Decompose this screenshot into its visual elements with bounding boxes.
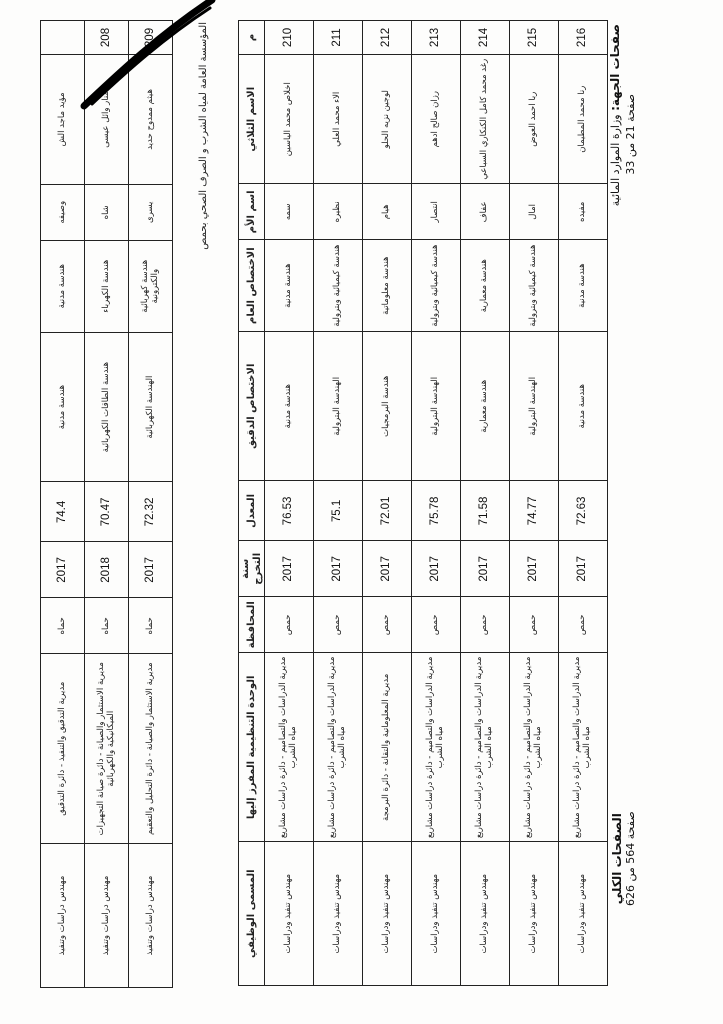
cell-spec-exact: هندسة مدنية bbox=[265, 332, 314, 481]
cell-spec-general: هندسة مدنية bbox=[265, 240, 314, 332]
cell-num: 214 bbox=[461, 21, 510, 55]
cell-spec-exact: الهندسة الكهربائية bbox=[129, 332, 173, 482]
cell-avg: 70.47 bbox=[85, 482, 129, 542]
cell-name: ربا احمد العوض bbox=[510, 54, 559, 183]
cell-title: مهندس تنفيذ ودراسات bbox=[412, 842, 461, 986]
cell-spec-exact: هندسة البرمجيات bbox=[363, 332, 412, 481]
cell-spec-exact: هندسة الطاقات الكهربائية bbox=[85, 332, 129, 482]
table-row bbox=[129, 21, 173, 988]
cell-unit: مديرية الدراسات والتصاميم - دائرة دراسات مشاريع مياه الشرب bbox=[314, 653, 363, 842]
table-row bbox=[412, 21, 461, 986]
cell-name: رزان صالح ادهم bbox=[412, 54, 461, 183]
cell-spec-exact: الهندسة البترولية bbox=[412, 332, 461, 481]
header-name: الاسم الثلاثي bbox=[239, 54, 265, 183]
cell-father: شاه bbox=[85, 184, 129, 240]
cell-gov: حمص bbox=[510, 597, 559, 653]
cell-avg: 72.01 bbox=[363, 481, 412, 541]
header-avg: المعدل bbox=[239, 481, 265, 541]
cell-unit: مديرية الاستثمار والصيانة - دائرة صيانة التجهيزات الميكانيكية والكهربائية bbox=[85, 654, 129, 844]
cell-spec-general: هندسة معمارية bbox=[461, 240, 510, 332]
cell-year: 2017 bbox=[41, 542, 85, 598]
cell-unit: مديرية الدراسات والتصاميم - دائرة دراسات مشاريع مياه الشرب bbox=[510, 653, 559, 842]
total-page-count: صفحة 564 من 626 bbox=[624, 811, 637, 906]
cell-num: 208 bbox=[85, 21, 129, 55]
pen-strike-mark bbox=[78, 0, 218, 114]
cell-unit: مديرية الدراسات والتصاميم - دائرة دراسات مشاريع مياه الشرب bbox=[559, 653, 608, 842]
cell-title: مهندس تنفيذ ودراسات bbox=[363, 842, 412, 986]
header-unit: الوحدة التنظيمية المفرز إليها bbox=[239, 653, 265, 842]
header-num: م bbox=[239, 21, 265, 55]
cell-avg: 76.53 bbox=[265, 481, 314, 541]
cell-title: مهندس تنفيذ ودراسات bbox=[559, 842, 608, 986]
continuation-table bbox=[40, 20, 173, 988]
cell-avg: 71.58 bbox=[461, 481, 510, 541]
total-pages-label: الصفحات الكلي bbox=[610, 813, 624, 905]
table-row bbox=[510, 21, 559, 986]
cell-gov: حمص bbox=[363, 597, 412, 653]
header-spec-exact: الاختصاص الدقيق bbox=[239, 332, 265, 481]
header-spec-general: الاختصاص العام bbox=[239, 240, 265, 332]
cell-mother: امال bbox=[510, 184, 559, 240]
cell-mother: انتصار bbox=[412, 184, 461, 240]
cell-spec-exact: هندسة مدنية bbox=[559, 332, 608, 481]
cell-spec-general: هندسة كيميائية وبترولية bbox=[314, 240, 363, 332]
cell-spec-general: هندسة مدنية bbox=[559, 240, 608, 332]
cell-mother: سمه bbox=[265, 184, 314, 240]
cell-gov: حمص bbox=[412, 597, 461, 653]
cell-title: مهندس تنفيذ ودراسات bbox=[314, 842, 363, 986]
table-row bbox=[559, 21, 608, 986]
cell-title: مهندس تنفيذ ودراسات bbox=[461, 842, 510, 986]
cell-name: منار وائل عيسى bbox=[85, 54, 129, 184]
cell-spec-exact: الهندسة البترولية bbox=[314, 332, 363, 481]
cell-mother: هيام bbox=[363, 184, 412, 240]
cell-title: مهندس تنفيذ ودراسات bbox=[510, 842, 559, 986]
header-title: المسمى الوظيفي bbox=[239, 842, 265, 986]
cell-unit: مديرية الدراسات والتصاميم - دائرة دراسات مشاريع مياه الشرب bbox=[461, 653, 510, 842]
cell-year: 2017 bbox=[510, 541, 559, 597]
table-row bbox=[461, 21, 510, 986]
cell-mother: عفاف bbox=[461, 184, 510, 240]
cell-num: 209 bbox=[129, 21, 173, 55]
cell-num: 211 bbox=[314, 21, 363, 55]
cell-spec-exact: هندسة معمارية bbox=[461, 332, 510, 481]
total-pages-block bbox=[610, 811, 637, 906]
cell-title: مهندس دراسات وتنفيذ bbox=[41, 844, 85, 988]
table-row bbox=[363, 21, 412, 986]
ministry-name: وزارة الموارد المائية bbox=[609, 114, 622, 207]
cell-year: 2017 bbox=[265, 541, 314, 597]
cell-spec-general: هندسة معلوماتية bbox=[363, 240, 412, 332]
cell-avg: 74.77 bbox=[510, 481, 559, 541]
cell-num: 210 bbox=[265, 21, 314, 55]
cell-gov: حماه bbox=[129, 598, 173, 654]
cell-gov: حمص bbox=[314, 597, 363, 653]
cell-title: مهندس دراسات وتنفيذ bbox=[85, 844, 129, 988]
cell-num: 216 bbox=[559, 21, 608, 55]
cell-avg: 72.63 bbox=[559, 481, 608, 541]
cell-unit: مديرية المعلوماتية والتقانة - دائرة البرمجة bbox=[363, 653, 412, 842]
cell-avg: 75.1 bbox=[314, 481, 363, 541]
cell-avg: 74.4 bbox=[41, 482, 85, 542]
cell-mother: نظيره bbox=[314, 184, 363, 240]
cell-father: يسرى bbox=[129, 184, 173, 240]
cell-spec-general: هندسة كهربائية والكترونية bbox=[129, 240, 173, 332]
cell-year: 2017 bbox=[314, 541, 363, 597]
table-row bbox=[314, 21, 363, 986]
cell-name: الاء محمد العلي bbox=[314, 54, 363, 183]
table-row bbox=[85, 21, 129, 988]
header-year: سنة التخرج bbox=[239, 541, 265, 597]
cell-name: رنا محمد المطيمان bbox=[559, 54, 608, 183]
cell-gov: حمص bbox=[559, 597, 608, 653]
table-row bbox=[41, 21, 85, 988]
cell-unit: مديرية الدراسات والتصاميم - دائرة دراسات مشاريع مياه الشرب bbox=[265, 653, 314, 842]
cell-num: 215 bbox=[510, 21, 559, 55]
results-table bbox=[238, 20, 608, 986]
cell-name: اخلاص محمد الياسين bbox=[265, 54, 314, 183]
cell-spec-exact: هندسة مدنية bbox=[41, 332, 85, 482]
cell-father: وصيفه bbox=[41, 184, 85, 240]
header-mother: اسم الأم bbox=[239, 184, 265, 240]
cell-gov: حمص bbox=[461, 597, 510, 653]
cell-gov: حماه bbox=[85, 598, 129, 654]
cell-spec-general: هندسة كيميائية وبترولية bbox=[412, 240, 461, 332]
cell-num: 212 bbox=[363, 21, 412, 55]
cell-year: 2017 bbox=[363, 541, 412, 597]
agency-title: المؤسسة العامة لمياه الشرب و الصرف الصحي بحمص bbox=[198, 22, 209, 250]
table-row bbox=[265, 21, 314, 986]
cell-year: 2017 bbox=[559, 541, 608, 597]
cell-gov: حمص bbox=[265, 597, 314, 653]
cell-unit: مديرية الدراسات والتصاميم - دائرة دراسات مشاريع مياه الشرب bbox=[412, 653, 461, 842]
cell-spec-exact: الهندسة البترولية bbox=[510, 332, 559, 481]
cell-avg: 75.78 bbox=[412, 481, 461, 541]
header-gov: المحافظة bbox=[239, 597, 265, 653]
cell-year: 2017 bbox=[461, 541, 510, 597]
cell-spec-general: هندسة مدنية bbox=[41, 240, 85, 332]
ministry-pages-label: صفحات الجهة: bbox=[608, 24, 622, 111]
cell-gov: حماه bbox=[41, 598, 85, 654]
cell-name: هيثم ممدوح حديد bbox=[129, 54, 173, 184]
ministry-pages-block bbox=[608, 24, 637, 206]
cell-unit: مديرية الاستثمار والصيانة - دائرة التحليل والتعقيم bbox=[129, 654, 173, 844]
cell-mother: مفيده bbox=[559, 184, 608, 240]
cell-num: 213 bbox=[412, 21, 461, 55]
cell-avg: 72.32 bbox=[129, 482, 173, 542]
ministry-page-count: صفحة 21 من 33 bbox=[624, 94, 637, 175]
cell-year: 2017 bbox=[129, 542, 173, 598]
cell-name: مؤيد ماجد الش bbox=[41, 54, 85, 184]
cell-year: 2018 bbox=[85, 542, 129, 598]
cell-name: رغد محمد كامل الكنكاري السباعي bbox=[461, 54, 510, 183]
table-header-row bbox=[239, 21, 265, 986]
cell-title: مهندس تنفيذ ودراسات bbox=[265, 842, 314, 986]
cell-spec-general: هندسة كيميائية وبترولية bbox=[510, 240, 559, 332]
cell-unit: مديرية التدقيق والتنفيذ - دائرة التدقيق bbox=[41, 654, 85, 844]
cell-year: 2017 bbox=[412, 541, 461, 597]
cell-name: لوجين نزيه الحلو bbox=[363, 54, 412, 183]
cell-title: مهندس دراسات وتنفيذ bbox=[129, 844, 173, 988]
cell-spec-general: هندسة الكهرباء bbox=[85, 240, 129, 332]
